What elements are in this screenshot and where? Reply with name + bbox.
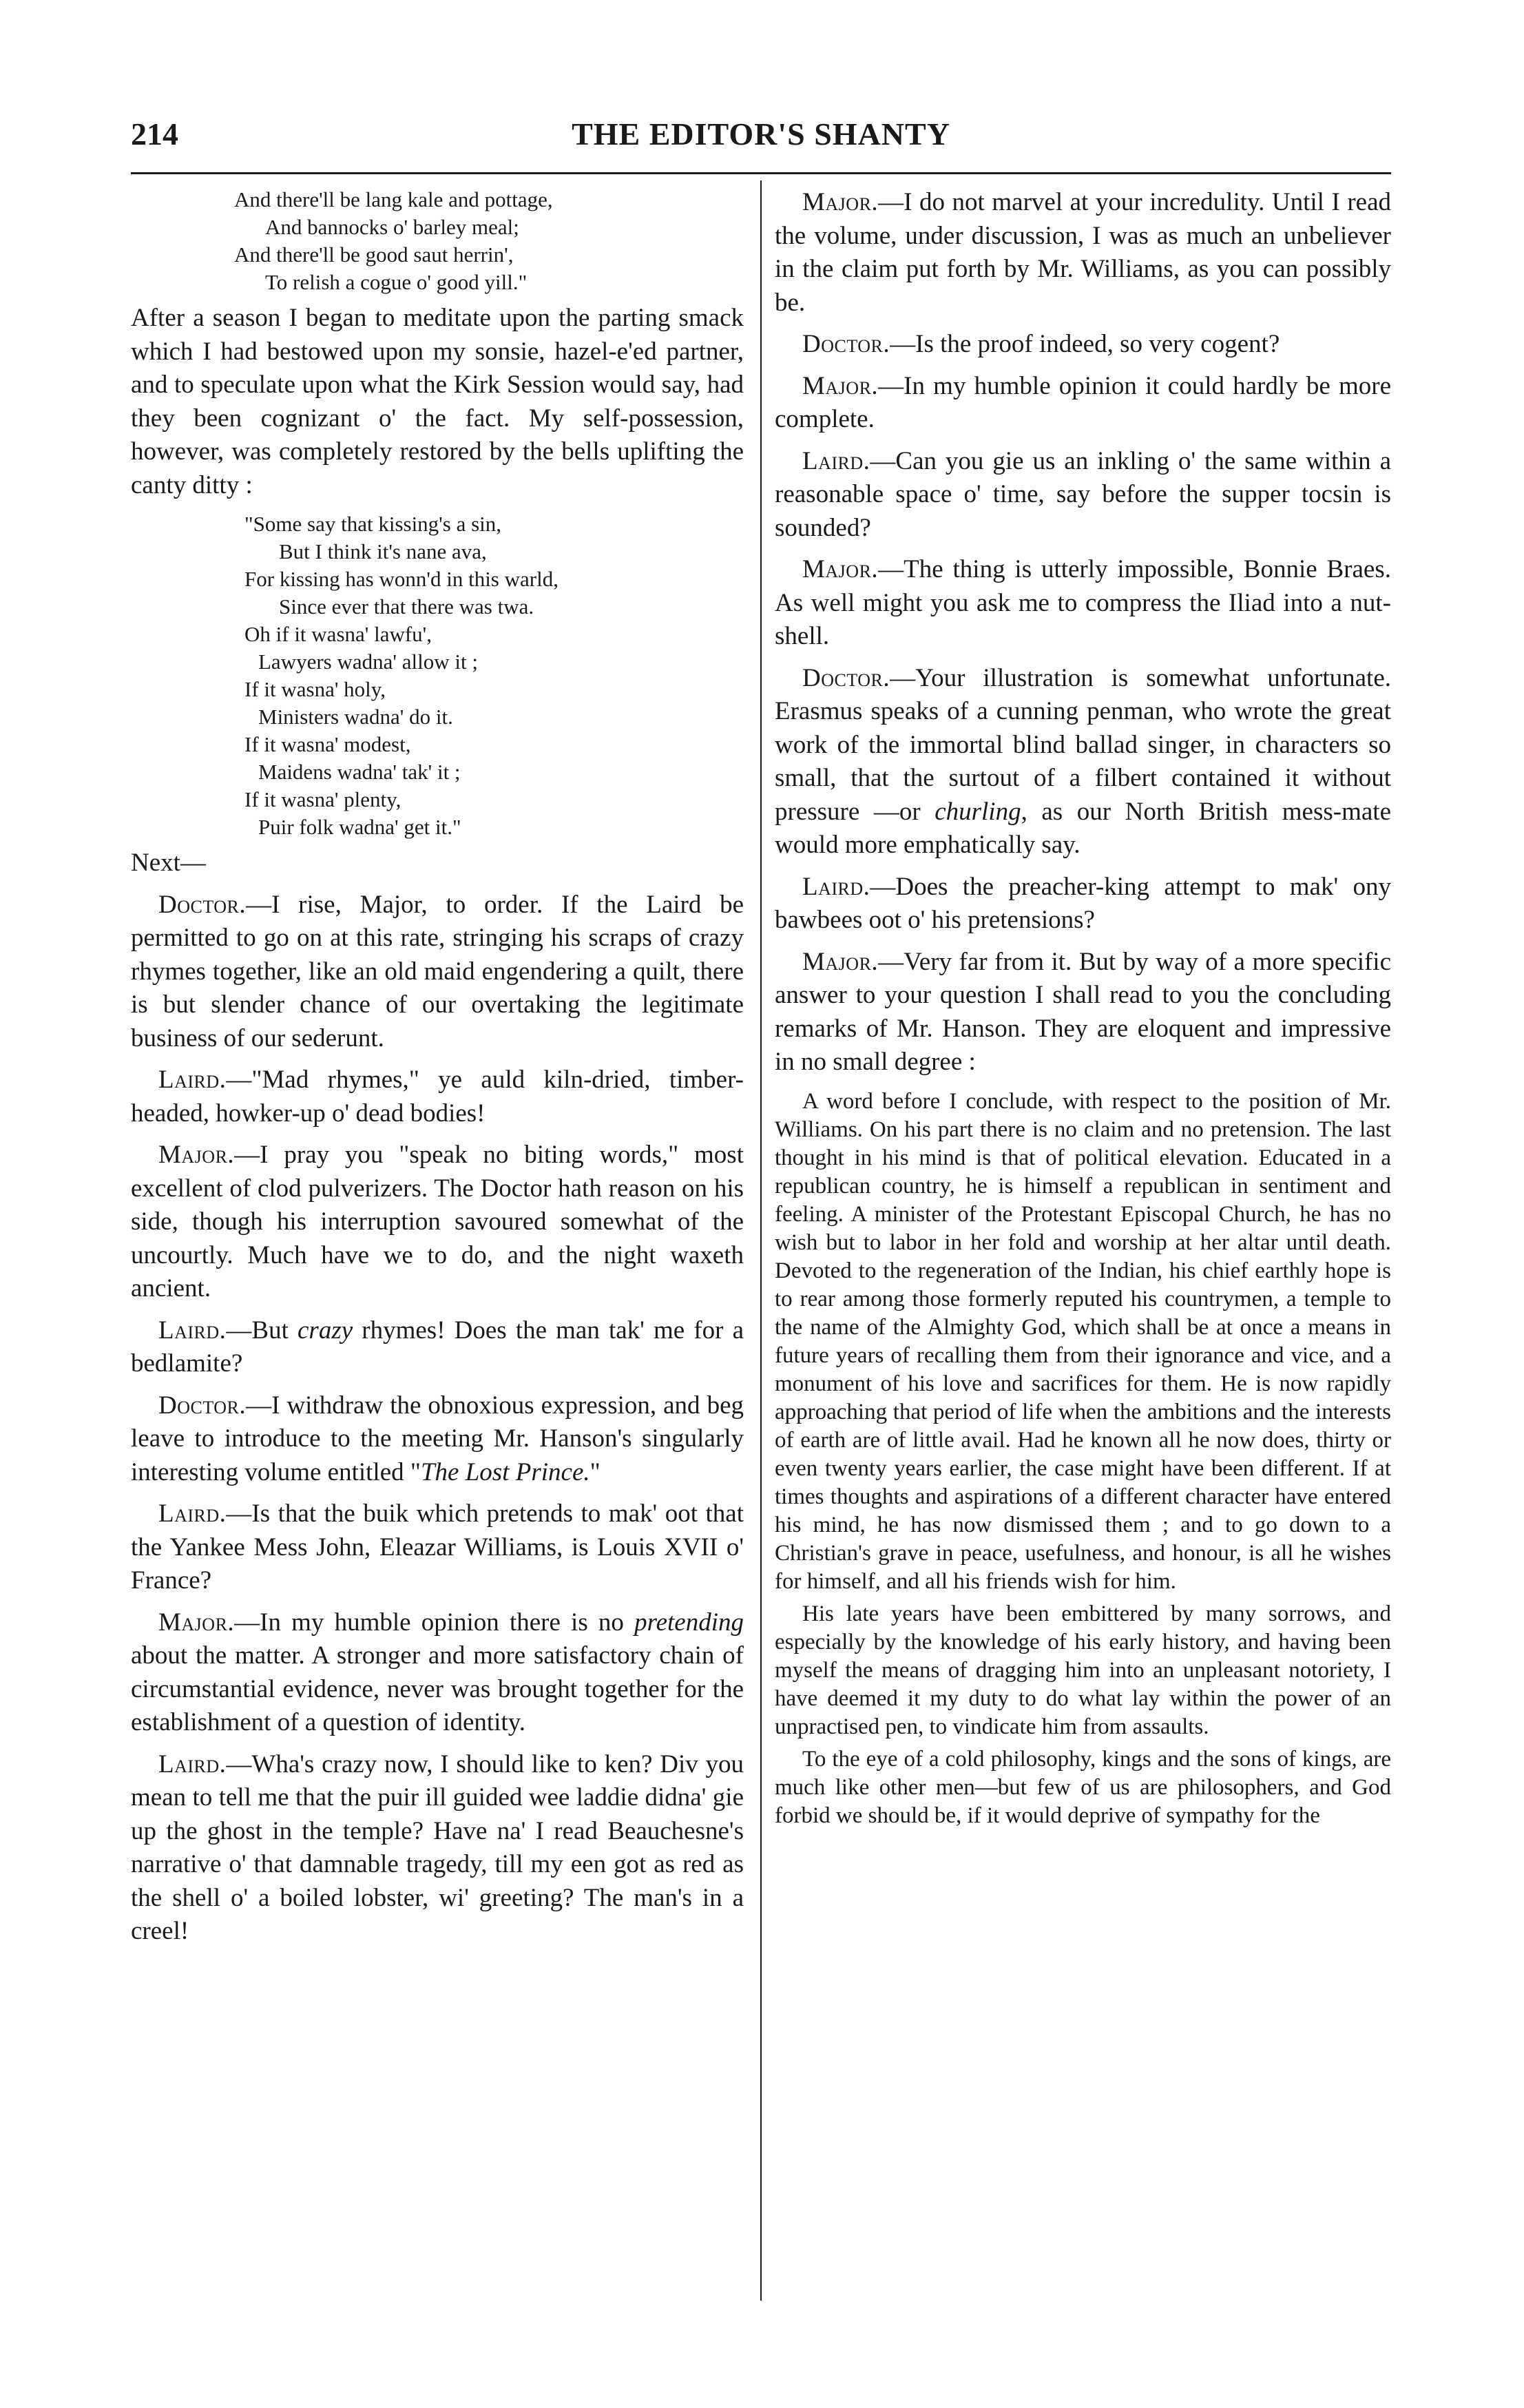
dialogue-paragraph <box>131 1063 744 1130</box>
dialogue-paragraph <box>775 370 1391 437</box>
speech-text: " <box>589 1457 601 1486</box>
speech-text: —I rise, Major, to order. If the Laird be permitted to go on at this rate, stringing his scraps of crazy rhymes together, like an old maid engendering a quilt, there is but slender chance of our overtaking the legitimate business of our sederunt. <box>131 890 744 1052</box>
speech-text: —"Mad rhymes," ye auld kiln-dried, timber-headed, howker-up o' dead bodies! <box>131 1066 744 1128</box>
speaker-name: Doctor. <box>802 663 890 692</box>
speech-text: —Very far from it. But by way of a more specific answer to your question I shall read to you the concluding remarks of Mr. Hanson. They are eloquent and impressive in no small degree : <box>775 947 1391 1076</box>
quote-paragraph: A word before I conclude, with respect to the position of Mr. Williams. On his part there is no claim and no pretension. The last thought in his mind is that of political elevation. Educated in a republican country, he is himself a republican in sentiment and feeling. A minister of the Protestant Episcopal Church, he has no wish but to labor in her fold and worship at her altar until death. Devoted to the regeneration of the Indian, his chief earthly hope is to rear among those formerly reputed his countrymen, a temple to the name of the Almighty God, which shall be at once a means in future years of recalling them from their ignorance and vice, and a monument of his love and sacrifices for them. He is now rapidly approaching that period of life when the ambitions and the interests of earth are of little avail. Had he known all he now does, thirty or even twenty years earlier, the case might have been different. If at times thoughts and aspirations of a different character have entered his mind, he has now dismissed them ; and to go down to a Christian's grave in peace, usefulness, and honour, is all he wishes for himself, and all his friends wish for him. <box>775 1088 1391 1594</box>
dialogue-paragraph <box>775 553 1391 654</box>
paragraph: Next— <box>131 849 206 877</box>
speaker-name: Laird. <box>802 446 870 475</box>
verse-line: Ministers wadna' do it. <box>258 705 453 729</box>
quote-paragraph: His late years have been embittered by many sorrows, and especially by the knowledge of his early history, and having been myself the means of dragging him into an unpleasant notoriety, I have deemed it my duty to do what lay within the power of an unpractised pen, to vindicate him from assaults. <box>775 1601 1391 1739</box>
speech-text: —I do not marvel at your incredulity. Until I read the volume, under discussion, I was as much an unbeliever in the claim put forth by Mr. Williams, as you can possibly be. <box>775 188 1391 317</box>
verse-line: And there'll be good saut herrin', <box>234 242 514 267</box>
speech-text: rhymes! Does the man tak' me for a bedlamite? <box>131 1316 744 1378</box>
dialogue-paragraph <box>131 1748 744 1949</box>
speech-text: —Is the proof indeed, so very cogent? <box>890 330 1280 358</box>
speaker-name: Doctor. <box>802 330 890 358</box>
dialogue-paragraph <box>775 328 1391 362</box>
page-number: 214 <box>131 116 178 152</box>
speaker-name: Laird. <box>158 1066 227 1094</box>
paragraph: After a season I began to meditate upon the parting smack which I had bestowed upon my sonsie, hazel-e'ed partner, and to speculate upon what the Kirk Session would say, had they been cognizant o' the fact. My self-possession, however, was completely restored by the bells uplifting the canty ditty : <box>131 304 744 499</box>
speech-text: —In my humble opinion it could hardly be more complete. <box>775 371 1391 433</box>
speaker-name: Doctor. <box>158 890 247 919</box>
verse-line: If it wasna' plenty, <box>244 787 401 811</box>
dialogue-paragraph <box>775 946 1391 1079</box>
speaker-name: Laird. <box>158 1499 227 1528</box>
dialogue-paragraph <box>131 1497 744 1598</box>
header-rule <box>131 172 1391 174</box>
speaker-name: Major. <box>802 555 879 583</box>
dialogue-paragraph <box>131 1139 744 1306</box>
verse-line: If it wasna' holy, <box>244 677 386 701</box>
running-head: THE EDITOR'S SHANTY <box>572 116 950 152</box>
speaker-name: Major. <box>802 188 879 216</box>
verse-stanza-2 <box>131 510 744 841</box>
speech-text: , as our North British mess-mate would more emphatically say. <box>775 797 1391 859</box>
verse-line: And there'll be lang kale and pottage, <box>234 187 553 211</box>
dialogue-paragraph <box>775 186 1391 320</box>
dialogue-paragraph <box>775 871 1391 937</box>
speech-text: —Can you gie us an inkling o' the same within a reasonable space o' time, say before the supper tocsin is sounded? <box>775 446 1391 542</box>
left-column <box>131 186 744 1957</box>
book-title: The Lost Prince. <box>420 1457 590 1486</box>
speech-text: —Wha's crazy now, I should like to ken? Div you mean to tell me that the puir ill guided wee laddie didna' gie up the ghost in the temple? Have na' I read Beauchesne's narrative o' that damnable tragedy, till my een got as red as the shell o' a boiled lobster, wi' greeting? The man's in a creel! <box>131 1750 744 1945</box>
right-column <box>775 186 1391 1834</box>
speech-text: —I pray you "speak no biting words," most excellent of clod pulverizers. The Doctor hath reason on his side, though his interruption savoured somewhat of the uncourtly. Much have we to do, and the night waxeth ancient. <box>131 1141 744 1302</box>
verse-line: Since ever that there was twa. <box>279 594 534 619</box>
speech-text: —I withdraw the obnoxious expression, and beg leave to introduce to the meeting Mr. Hanson's singularly interesting volume entitled " <box>131 1391 744 1486</box>
verse-line: Oh if it wasna' lawfu', <box>244 622 432 646</box>
speaker-name: Laird. <box>802 872 870 901</box>
speaker-name: Major. <box>802 947 879 976</box>
dialogue-paragraph <box>775 445 1391 546</box>
verse-line: Lawyers wadna' allow it ; <box>258 650 478 674</box>
speaker-name: Doctor. <box>158 1391 247 1420</box>
dialogue-paragraph <box>131 1389 744 1490</box>
speech-text: —Is that the buik which pretends to mak' oot that the Yankee Mess John, Eleazar Williams, is Louis XVII o' France? <box>131 1499 744 1595</box>
speech-text: —Your illustration is somewhat unfortunate. Erasmus speaks of a cunning penman, who wrote the great work of the immortal blind ballad singer, in characters so small, that the surtout of a filbert contained it without pressure —or <box>775 663 1391 826</box>
speech-text: —Does the preacher-king attempt to mak' ony bawbees oot o' his pretensions? <box>775 872 1391 934</box>
verse-line: Maidens wadna' tak' it ; <box>258 760 461 784</box>
quoted-passage <box>775 1088 1391 1830</box>
verse-line: For kissing has wonn'd in this warld, <box>244 567 559 591</box>
verse-line: But I think it's nane ava, <box>279 539 487 563</box>
dialogue-paragraph <box>131 889 744 1056</box>
page-header <box>131 116 1391 164</box>
verse-line: Puir folk wadna' get it." <box>258 815 461 839</box>
verse-line: If it wasna' modest, <box>244 732 411 756</box>
column-divider <box>760 180 762 2301</box>
speech-text: —The thing is utterly impossible, Bonnie Braes. As well might you ask me to compress the Iliad into a nut-shell. <box>775 555 1391 650</box>
verse-line: To relish a cogue o' good yill." <box>265 270 528 294</box>
speech-text: about the matter. A stronger and more satisfactory chain of circumstantial evidence, never was brought together for the establishment of a question of identity. <box>131 1641 744 1736</box>
speaker-name: Laird. <box>158 1316 227 1345</box>
speaker-name: Laird. <box>158 1750 227 1778</box>
dialogue-paragraph <box>775 662 1391 862</box>
speech-emphasis: pretending <box>634 1608 744 1637</box>
dialogue-paragraph <box>131 1314 744 1381</box>
speech-text: —In my humble opinion there is no <box>234 1608 635 1637</box>
verse-line: And bannocks o' barley meal; <box>265 215 519 239</box>
speaker-name: Major. <box>158 1141 235 1169</box>
speaker-name: Major. <box>802 371 879 400</box>
speech-emphasis: crazy <box>298 1316 353 1345</box>
quote-paragraph: To the eye of a cold philosophy, kings and the sons of kings, are much like other men—but few of us are philosophers, and God forbid we should be, if it would deprive of sympathy for the <box>775 1746 1391 1828</box>
dialogue-paragraph <box>131 1606 744 1740</box>
speaker-name: Major. <box>158 1608 235 1637</box>
verse-line: "Some say that kissing's a sin, <box>244 512 502 536</box>
speech-text: —But <box>226 1316 298 1345</box>
speech-emphasis: churling <box>935 797 1021 826</box>
verse-stanza-1 <box>131 186 744 296</box>
